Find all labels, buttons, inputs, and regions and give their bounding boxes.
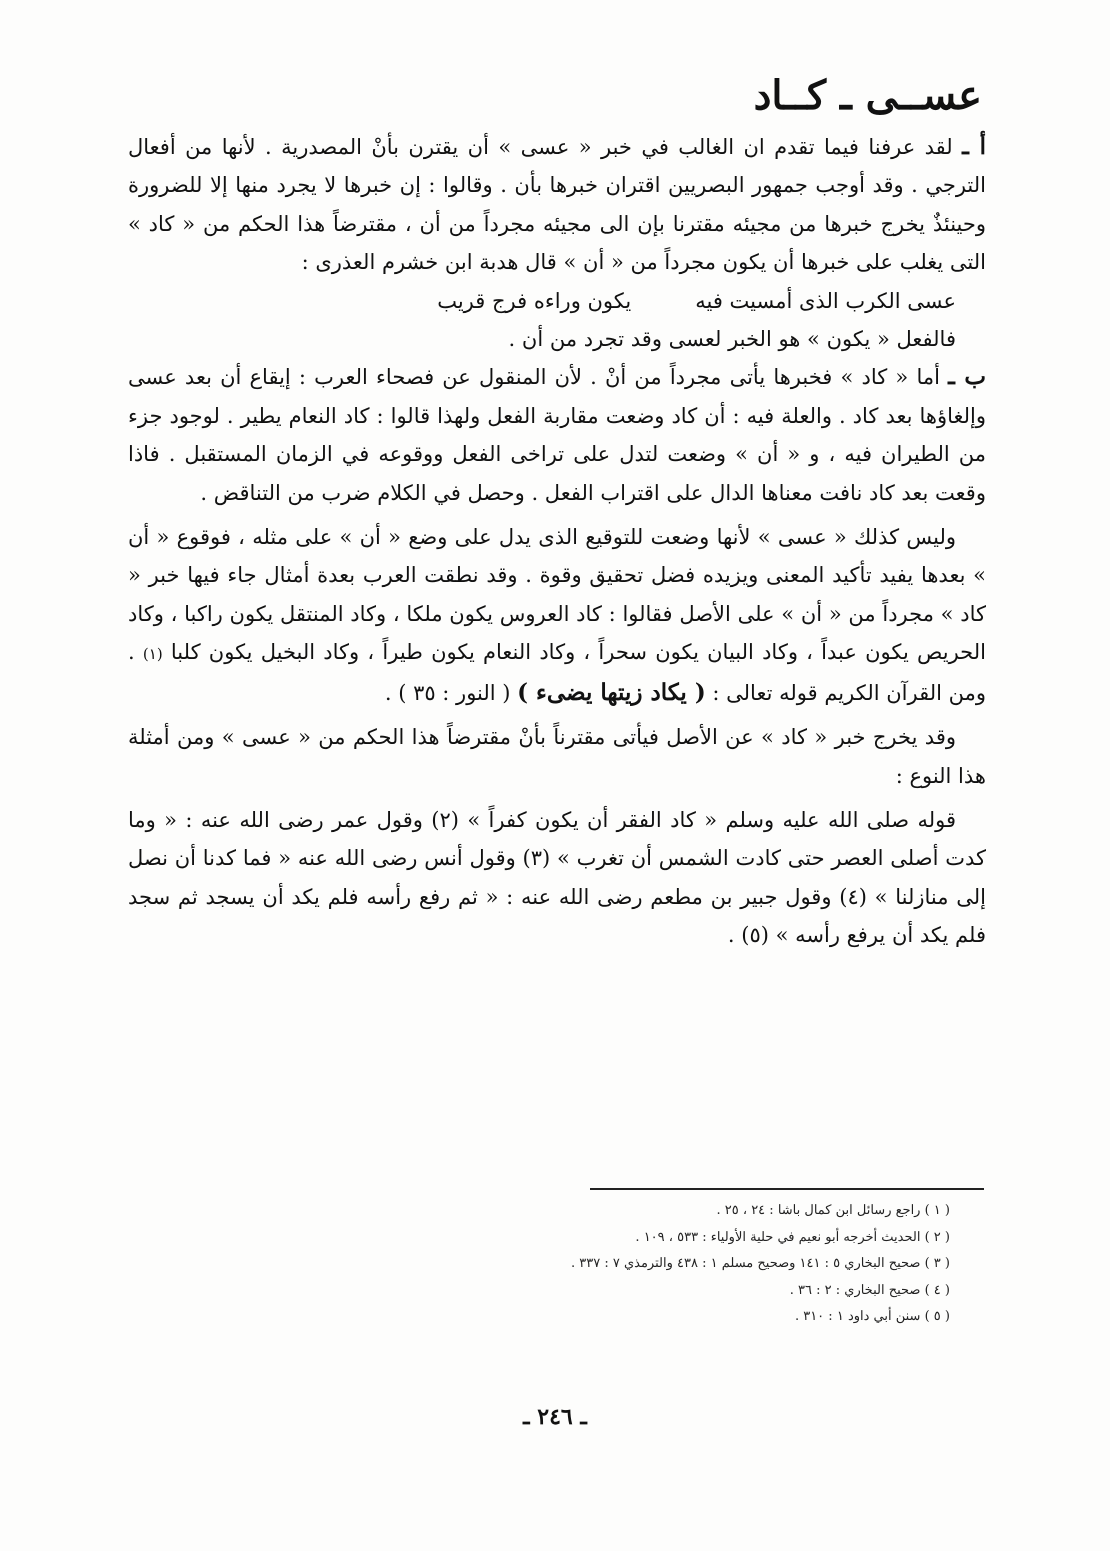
footnote-item: ( ١ ) راجع رسائل ابن كمال باشا : ٢٤ ، ٢٥ . <box>716 1203 950 1218</box>
paragraph-examples: قوله صلى الله عليه وسلم « كاد الفقر أن يكون كفراً » (٢) وقول عمر رضى الله عنه : « وما كدت أصلى العصر حتى كادت الشمس أن تغرب » (٣) وقول أنس رضى الله عنه « فما كدنا أن نصل إلى منازلنا » (٤) وقول جبير بن مطعم رضى الله عنه : « ثم رفع رأسه فلم يكد أن يسجد ثم سجد فلم يكد أن يرفع رأسه » (٥) . <box>128 807 987 948</box>
footnote-item: ( ٤ ) صحيح البخاري : ٢ : ٣٦ . <box>789 1282 950 1298</box>
footnotes <box>430 1198 950 1331</box>
poetry-verse <box>128 282 986 320</box>
section-heading: عســى ـ كــاد <box>753 72 982 119</box>
paragraph-marker-a: أ ـ <box>962 133 986 160</box>
paragraph-asa-contrast-continuation: . ومن القرآن الكريم قوله تعالى : <box>128 640 986 705</box>
footnote-item: ( ٥ ) سنن أبي داود ١ : ٣١٠ . <box>794 1309 950 1324</box>
quran-quote: ( يكاد زيتها يضىء ) <box>517 678 706 706</box>
footnote-item: ( ٣ ) صحيح البخاري ٥ : ١٤١ وصحيح مسلم ١ : ٤٣٨ والترمذي ٧ : ٣٣٧ . <box>570 1256 950 1271</box>
footnote-divider <box>590 1188 984 1190</box>
paragraph-a <box>128 128 986 282</box>
quran-citation: ( النور : ٣٥ ) . <box>384 680 511 705</box>
page-number: ـ ٢٤٦ ـ <box>523 1404 587 1430</box>
verse-first-hemistich: عسى الكرب الذى أمسيت فيه <box>695 288 956 313</box>
paragraph-asa-contrast-text: وليس كذلك « عسى » لأنها وضعت للتوقيع الذى يدل على وضع « أن » على مثله ، فوقوع « أن » بعدها يفيد تأكيد المعنى ويزيده فضل تحقيق وقوة . وقد نطقت العرب بعدة أمثال جاء فيها خبر « كاد » مجرداً من « أن » على الأصل فقالوا : كاد العروس يكون ملكا ، وكاد المنتقل يكون راكبا ، وكاد الحريص يكون عبداً ، وكاد البيان يكون سحراً ، وكاد النعام يكون طيراً ، وكاد البخيل يكون كلبا <box>128 525 986 665</box>
paragraph-marker-b: ب ـ <box>948 363 986 391</box>
verse-second-hemistich: يكون وراءه فرج قريب <box>437 288 632 313</box>
verse-explanation: فالفعل « يكون » هو الخبر لعسى وقد تجرد من أن . <box>508 327 956 352</box>
footnote-reference-1: (١) <box>142 645 163 664</box>
body-text <box>128 128 986 955</box>
paragraph-b <box>128 358 986 512</box>
paragraph-exception: وقد يخرج خبر « كاد » عن الأصل فيأتى مقترناً بأنْ مقترضاً هذا الحكم من « عسى » ومن أمثلة هذا النوع : <box>128 725 986 788</box>
paragraph-a-text: لقد عرفنا فيما تقدم ان الغالب في خبر « عسى » أن يقترن بأنْ المصدرية . لأنها من أفعال الترجي . وقد أوجب جمهور البصريين اقتران خبرها بأن . وقالوا : إن خبرها لا يجرد منها إلا للضرورة وحينئذٌ يخرج خبرها من مجيئه مقترنا بإن الى مجيئه مجرداً من أن ، مقترضاً هذا الحكم من « كاد » التى يغلب على خبرها أن يكون مجرداً من « أن » قال هدبة ابن خشرم العذرى : <box>128 135 986 275</box>
footnote-item: ( ٢ ) الحديث أخرجه أبو نعيم في حلية الأولياء : ٥٣٣ ، ١٠٩ . <box>635 1229 950 1245</box>
paragraph-b-text: أما « كاد » فخبرها يأتى مجرداً من أنْ . لأن المنقول عن فصحاء العرب : إيقاع أن بعد عسى وإلغاؤها بعد كاد . والعلة فيه : أن كاد وضعت مقاربة الفعل ولهذا قالوا : كاد النعام يطير . لوجود جزء من الطيران فيه ، و « أن » وضعت لتدل على تراخى الفعل ووقوعه في الزمان المستقبل . فاذا وقعت بعد كاد نافت معناها الدال على اقتراب الفعل . وحصل في الكلام ضرب من التناقض . <box>128 365 986 505</box>
paragraph-asa-contrast <box>128 518 986 712</box>
